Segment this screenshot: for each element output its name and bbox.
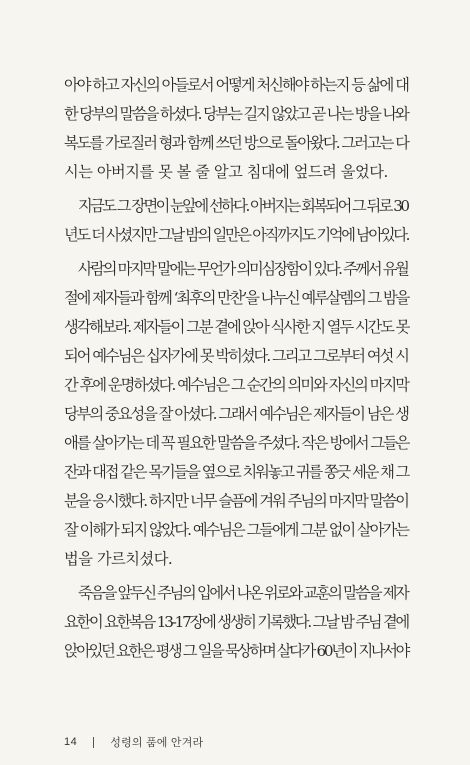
body-line-16: 잘 이해가 되지 않았다. 예수님은 그들에게 그분 없이 살아가는 <box>64 521 408 539</box>
body-line-6: 년도 더 사셨지만 그날 밤의 일만은 아직까지도 기억에 남아있다. <box>64 226 409 244</box>
body-line-20: 앉아있던 요한은 평생 그 일을 묵상하며 살다가 60년이 지나서야 <box>64 642 408 660</box>
body-line-13: 애를 살아가는 데 꼭 필요한 말씀을 주셨다. 작은 방에서 그들은 <box>64 434 409 452</box>
body-line-14: 잔과 대접 같은 목기들을 옆으로 치워놓고 귀를 쫑긋 세운 채 그 <box>64 463 409 481</box>
body-line-19: 요한이 요한복음 13-17장에 생생히 기록했다. 그날 밤 주님 곁에 <box>64 613 409 631</box>
page-number: 14 <box>64 736 78 748</box>
body-line-4: 시는 아버지를 못 볼 줄 알고 침대에 엎드려 울었다. <box>64 163 388 181</box>
body-line-7: 사람의 마지막 말에는 무언가 의미심장함이 있다. 주께서 유월 <box>78 260 408 278</box>
body-line-11: 간 후에 운명하셨다. 예수님은 그 순간의 의미와 자신의 마지막 <box>64 376 408 394</box>
body-line-3: 복도를 가로질러 형과 함께 쓰던 방으로 돌아왔다. 그러고는 다 <box>64 134 408 152</box>
body-line-12: 당부의 중요성을 잘 아셨다. 그래서 예수님은 제자들이 남은 생 <box>64 405 408 423</box>
body-line-8: 절에 제자들과 함께 ‘최후의 만찬’을 나누신 예루살렘의 그 밤을 <box>64 289 409 307</box>
running-title: 성령의 품에 안겨라 <box>110 737 204 749</box>
body-line-10: 되어 예수님은 십자가에 못 박히셨다. 그리고 그로부터 여섯 시 <box>64 347 408 365</box>
page-footer <box>64 734 203 750</box>
footer-divider <box>93 737 94 748</box>
body-line-18: 죽음을 앞두신 주님의 입에서 나온 위로와 교훈의 말씀을 제자 <box>78 584 408 602</box>
body-line-1: 아야 하고 자신의 아들로서 어떻게 처신해야 하는지 등 삶에 대 <box>64 76 408 94</box>
body-line-5: 지금도 그 장면이 눈앞에 선하다. 아버지는 회복되어 그 뒤로 30 <box>78 197 408 215</box>
body-line-17: 법을 가르치셨다. <box>64 550 173 568</box>
body-line-2: 한 당부의 말씀을 하셨다. 당부는 길지 않았고 곧 나는 방을 나와 <box>64 105 408 123</box>
body-line-15: 분을 응시했다. 하지만 너무 슬픔에 겨워 주님의 마지막 말씀이 <box>64 492 408 510</box>
body-line-9: 생각해보라. 제자들이 그분 곁에 앉아 식사한 지 열두 시간도 못 <box>64 318 409 336</box>
